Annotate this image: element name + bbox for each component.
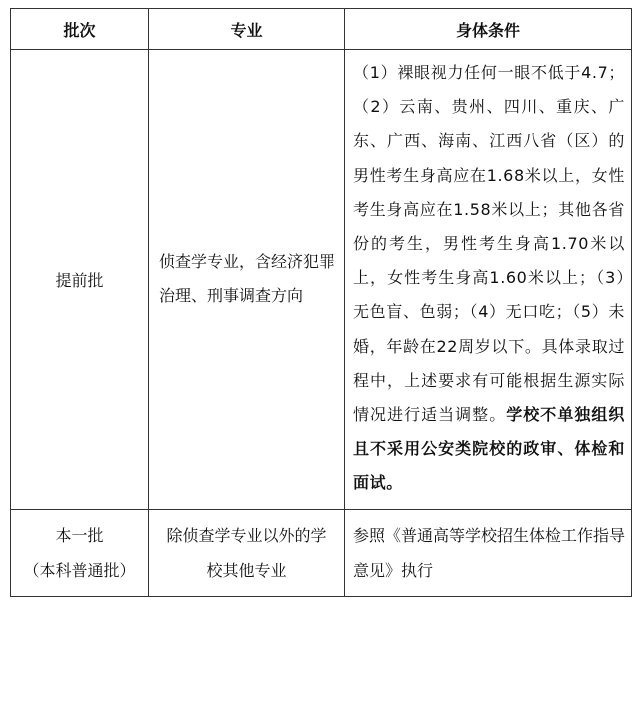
cell-major-other [149,509,345,596]
condition-bold-note: 学校不单独组织且不采用公安类院校的政审、体检和面试。 [353,405,626,493]
cell-condition-early [345,50,632,510]
table-row-early-batch [11,50,632,510]
table-row-first-batch [11,509,632,596]
major-other-line2: 校其他专业 [206,560,287,580]
batch-first-label: 本一批 [55,525,104,545]
cell-batch-first [11,509,149,596]
major-other-line1: 除侦查学专业以外的学 [166,525,327,545]
table-header-row [11,9,632,50]
condition-text: （1）裸眼视力任何一眼不低于4.7；（2）云南、贵州、四川、重庆、广东、广西、海南、江西八省（区）的男性考生身高应在1.68米以上，女性考生身高应在1.58米以上；其他各省份的考生，男性考生身高1.70米以上，女性考生身高1.60米以上；（3）无色盲、色弱；（4）无口吃；（5）未婚，年龄在22周岁以下。具体录取过程中，上述要求有可能根据生源实际情况进行适当调整。 [353,63,625,425]
cell-major-investigation: 侦查学专业，含经济犯罪治理、刑事调查方向 [149,50,345,510]
admission-requirements-table [10,8,632,597]
header-batch: 批次 [11,9,149,50]
cell-condition-first: 参照《普通高等学校招生体检工作指导意见》执行 [345,509,632,596]
header-major: 专业 [149,9,345,50]
cell-batch-early: 提前批 [11,50,149,510]
header-physical-condition: 身体条件 [345,9,632,50]
batch-first-sublabel: （本科普通批） [23,560,136,580]
